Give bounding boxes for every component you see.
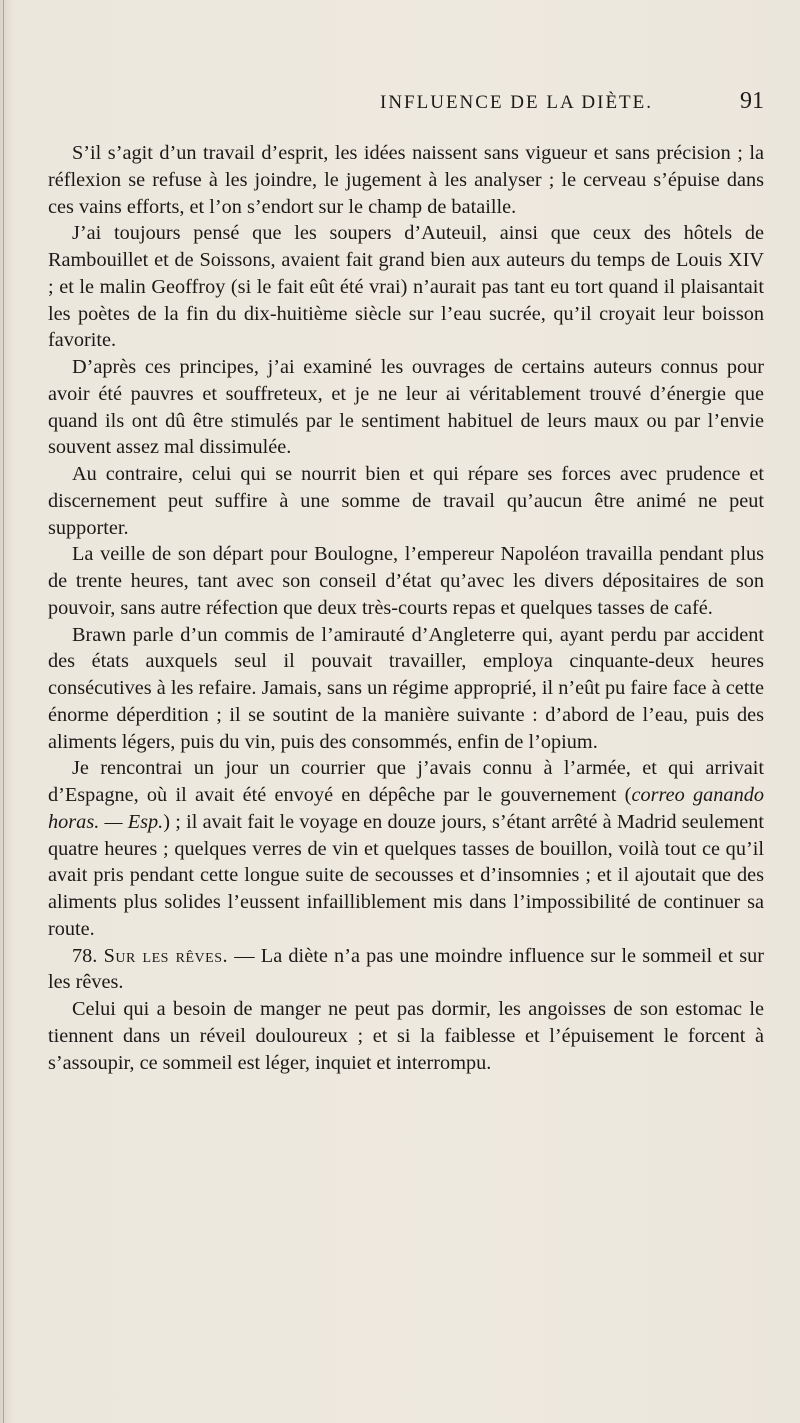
paragraph-closing: Celui qui a besoin de manger ne peut pas dormir, les angoisses de son estomac le tiennent dans un réveil douloureux ; et si la faiblesse et l’épuisement le forcent à s’assoupir, ce sommeil est léger, inquiet et interrompu. [48, 998, 764, 1074]
page-header [200, 88, 764, 124]
section-heading: Sur les rêves. [103, 944, 229, 967]
section-78 [48, 943, 764, 997]
courier-text-before: Je rencontrai un jour un courrier que j’avais connu à l’armée, et qui arrivait d’Espagne, où il avait été envoyé en dépêche par le gouvernement ( [48, 757, 764, 806]
section-text: — La diète n’a pas une moindre influence sur le sommeil et sur les rêves. [48, 944, 765, 994]
paragraph-courier [48, 755, 764, 942]
paragraph-well-nourished: Au contraire, celui qui se nourrit bien et qui répare ses forces avec prudence et discernement peut suffire à une somme de travail qu’aucun être animé ne peut supporter. [48, 463, 764, 539]
paragraph-auteuil-suppers: J’ai toujours pensé que les soupers d’Auteuil, ainsi que ceux des hôtels de Rambouillet et de Soissons, avaient fait grand bien aux auteurs du temps de Louis XIV ; et le malin Geoffroy (si le fait eût été vrai) n’aurait pas tant eu tort quand il plaisantait les poètes de la fin du dix-huitième siècle sur l’eau sucrée, qu’il croyait leur boisson favorite. [48, 222, 764, 352]
paragraph-intellectual-work: S’il s’agit d’un travail d’esprit, les idées naissent sans vigueur et sans précision ; la réflexion se refuse à les joindre, le jugement à les analyser ; le cerveau s’épuise dans ces vains efforts, et l’on s’endort sur le champ de bataille. [48, 142, 764, 218]
courier-spanish-phrase: correo ganando horas. — Esp. [48, 784, 764, 833]
page-gutter [3, 0, 4, 1423]
paragraph-napoleon: La veille de son départ pour Boulogne, l’empereur Napoléon travailla pendant plus de trente heures, tant avec son conseil d’état qu’avec les divers dépositaires de son pouvoir, sans autre réfection que deux très-courts repas et quelques tasses de café. [48, 543, 764, 619]
paragraph-poor-authors: D’après ces principes, j’ai examiné les ouvrages de certains auteurs connus pour avoir été pauvres et souffreteux, et je ne leur ai véritablement trouvé d’énergie que quand ils ont dû être stimulés par le sentiment habituel de leurs maux ou par l’envie souvent assez mal dissimulée. [48, 356, 764, 459]
body-text [48, 140, 764, 1076]
running-title: INFLUENCE DE LA DIÈTE. [380, 92, 654, 113]
courier-text-after: ) ; il avait fait le voyage en douze jours, s’étant arrêté à Madrid seulement quatre heures ; quelques verres de vin et quelques tasses de bouillon, voilà tout ce qu’il avait pris pendant cette longue suite de secousses et d’insomnies ; et il ajoutait que des aliments plus solides l’eussent infailliblement mis dans l’impossibilité de continuer sa route. [48, 810, 764, 940]
section-number: 78. [72, 944, 98, 967]
page-number: 91 [740, 88, 764, 114]
paragraph-brawn: Brawn parle d’un commis de l’amirauté d’Angleterre qui, ayant perdu par accident des états auxquels seul il pouvait travailler, employa cinquante-deux heures consécutives à les refaire. Jamais, sans un régime approprié, il n’eût pu faire face à cette énorme déperdition ; il se soutint de la manière suivante : d’abord de l’eau, puis des aliments légers, puis du vin, puis des consommés, enfin de l’opium. [48, 623, 764, 753]
